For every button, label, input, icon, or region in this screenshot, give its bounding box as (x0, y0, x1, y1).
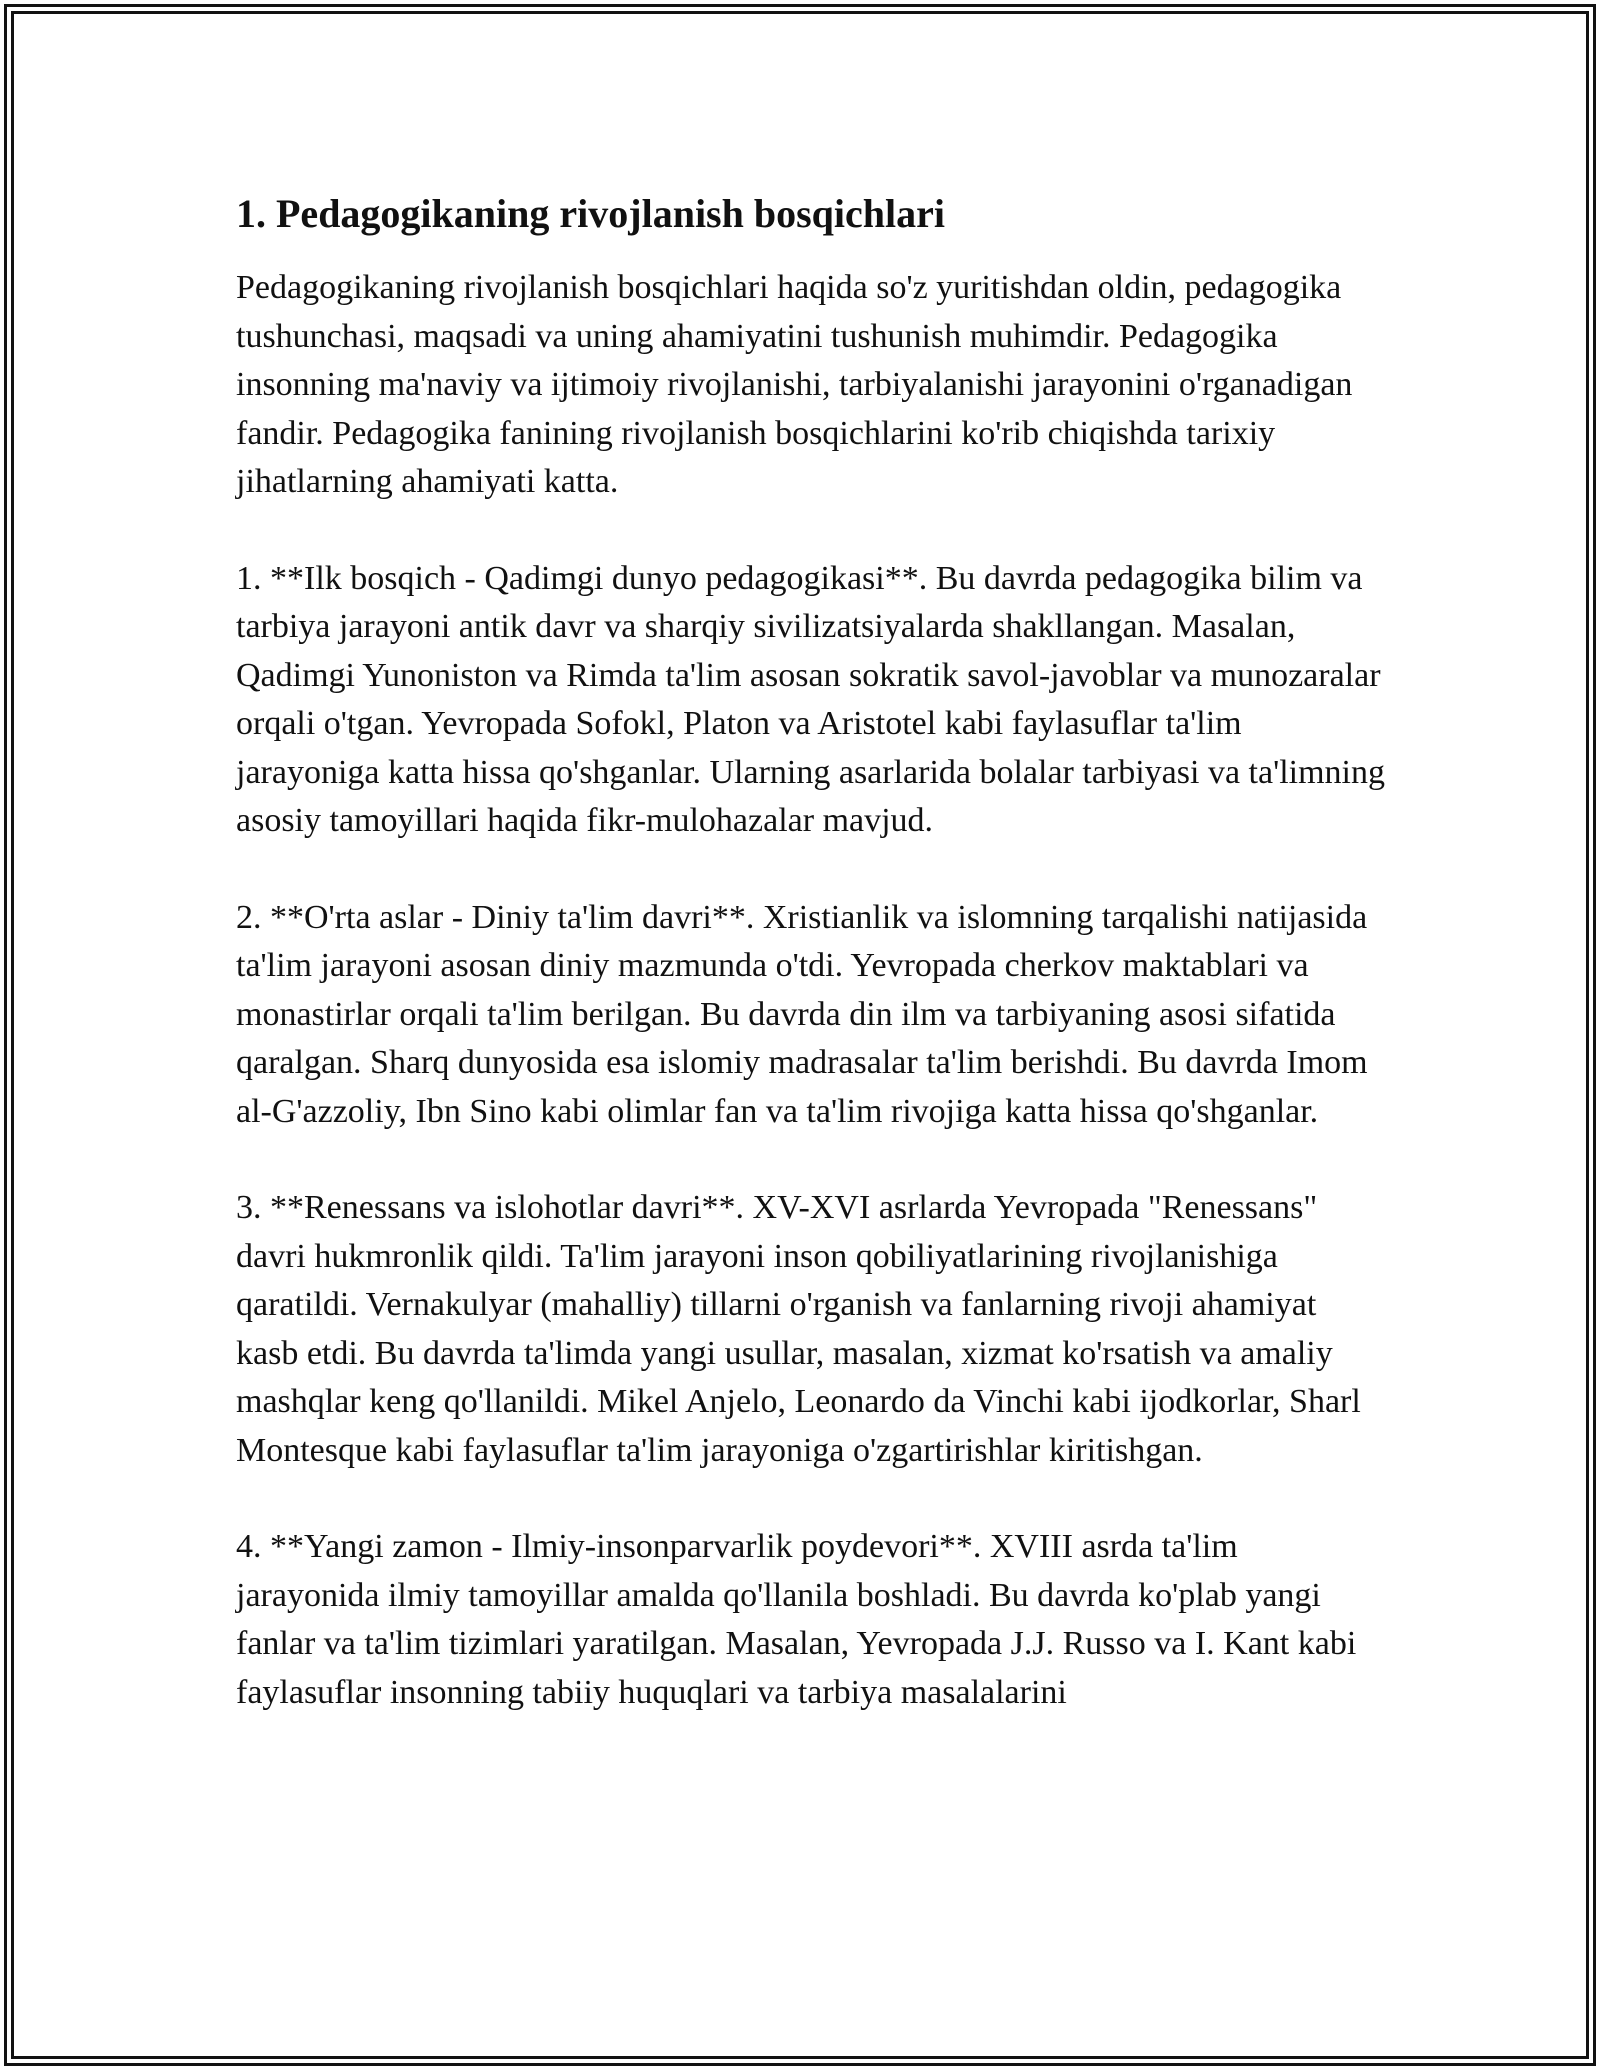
paragraph-ancient-world: 1. **Ilk bosqich - Qadimgi dunyo pedagogikasi**. Bu davrda pedagogika bilim va tarbiya jarayoni antik davr va sharqiy sivilizatsiyalarda shakllangan. Masalan, Qadimgi Yunoniston va Rimda ta'lim asosan sokratik savol-javoblar va munozaralar orqali o'tgan. Yevropada Sofokl, Platon va Aristotel kabi faylasuflar ta'lim jarayoniga katta hissa qo'shganlar. Ularning asarlarida bolalar tarbiyasi va ta'limning asosiy tamoyillari haqida fikr-mulohazalar mavjud. (236, 559, 1385, 839)
paragraph-intro: Pedagogikaning rivojlanish bosqichlari haqida so'z yuritishdan oldin, pedagogika tushunchasi, maqsadi va uning ahamiyatini tushunish muhimdir. Pedagogika insonning ma'naviy va ijtimoiy rivojlanishi, tarbiyalanishi jarayonini o'rganadigan fandir. Pedagogika fanining rivojlanish bosqichlarini ko'rib chiqishda tarixiy jihatlarning ahamiyati katta. (236, 269, 1353, 500)
paragraph-middle-ages: 2. **O'rta aslar - Diniy ta'lim davri**. Xristianlik va islomning tarqalishi natijasida ta'lim jarayoni asosan diniy mazmunda o'tdi. Yevropada cherkov maktablari va monastirlar orqali ta'lim berilgan. Bu davrda din ilm va tarbiyaning asosi sifatida qaralgan. Sharq dunyosida esa islomiy madrasalar ta'lim berishdi. Bu davrda Imom al-G'azzoliy, Ibn Sino kabi olimlar fan va ta'lim rivojiga katta hissa qo'shganlar. (236, 898, 1368, 1130)
paragraph-renaissance: 3. **Renessans va islohotlar davri**. XV-XVI asrlarda Yevropada "Renessans" davri hukmronlik qildi. Ta'lim jarayoni inson qobiliyatlarining rivojlanishiga qaratildi. Vernakulyar (mahalliy) tillarni o'rganish va fanlarning rivoji ahamiyat kasb etdi. Bu davrda ta'limda yangi usullar, masalan, xizmat ko'rsatish va amaliy mashqlar keng qo'llanildi. Mikel Anjelo, Leonardo da Vinchi kabi ijodkorlar, Sharl Montesque kabi faylasuflar ta'lim jarayoniga o'zgartirishlar kiritishgan. (236, 1189, 1361, 1469)
document-title: 1. Pedagogikaning rivojlanish bosqichlari (236, 191, 946, 236)
document-body (236, 186, 1386, 1765)
paragraph-modern-era: 4. **Yangi zamon - Ilmiy-insonparvarlik poydevori**. XVIII asrda ta'lim jarayonida ilmiy tamoyillar amalda qo'llanila boshladi. Bu davrda ko'plab yangi fanlar va ta'lim tizimlari yaratilgan. Masalan, Yevropada J.J. Russo va I. Kant kabi faylasuflar insonning tabiiy huquqlari va tarbiya masalalarini (236, 1528, 1357, 1711)
